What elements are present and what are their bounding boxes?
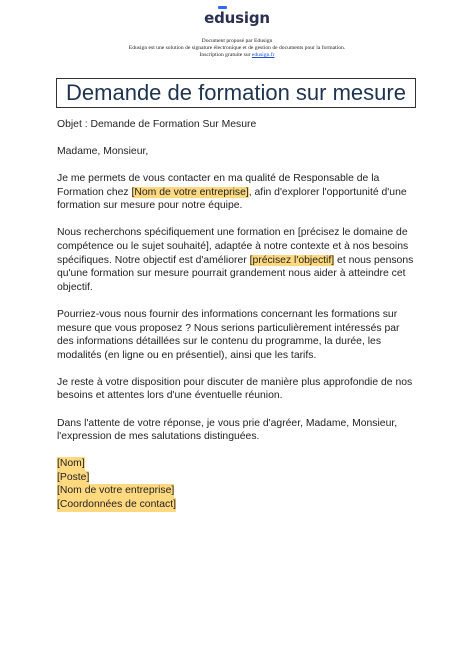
edusign-logo <box>0 9 474 27</box>
letter-paragraph-5: Dans l'attente de votre réponse, je vous prie d'agréer, Madame, Monsieur, l'expression de mes salutations distinguées. <box>57 417 398 443</box>
logo-accent-mark <box>218 6 227 9</box>
notice-line-2: Edusign est une solution de signature électronique et de gestion de documents pour la formation. <box>128 45 346 51</box>
logo-text: edusign <box>204 9 270 27</box>
placeholder-contact: [Coordonnées de contact] <box>57 498 176 510</box>
letter-greeting: Madame, Monsieur, <box>57 146 149 158</box>
edusign-link[interactable]: edusign.fr <box>251 52 275 58</box>
letter-paragraph-4: Je reste à votre disposition pour discuter de manière plus approfondie de nos besoins et attentes lors d'une éventuelle réunion. <box>57 376 413 402</box>
letter-paragraph-1 <box>57 172 417 213</box>
placeholder-name: [Nom] <box>57 458 85 470</box>
letter-paragraph-3: Pourriez-vous nous fournir des informations concernant les formations sur mesure que vous proposez ? Nous serions particulièrement intéressés par des informations détaillées sur le contenu du programme, la durée, les modalités (en ligne ou en présentiel), ainsi que les tarifs. <box>57 308 400 361</box>
notice-prefix: Inscription gratuite sur <box>199 52 252 58</box>
p1-text-a: Je me permets de vous contacter en ma qualité de Responsable de la Formation chez <box>57 173 380 198</box>
placeholder-company: [Nom de votre entreprise] <box>57 485 175 497</box>
sponsor-notice <box>0 38 474 59</box>
signature-block <box>57 457 417 511</box>
notice-line-1: Document proposé par Edusign <box>201 38 273 44</box>
placeholder-company-name: [Nom de votre entreprise] <box>131 186 249 198</box>
letter-paragraph-2 <box>57 226 417 294</box>
letter-subject: Objet : Demande de Formation Sur Mesure <box>57 119 257 130</box>
document-title-text: Demande de formation sur mesure <box>66 80 406 105</box>
letter-body <box>57 118 417 512</box>
p2-text-b: et nous pensons qu'une formation sur mesure pourrait grandement nous aider à atteindre cet objectif. <box>57 254 414 293</box>
p1-text-b: , afin d'explorer l'opportunité d'une formation sur mesure pour notre équipe. <box>57 186 407 212</box>
document-title <box>56 78 416 108</box>
p2-text-a: Nous recherchons spécifiquement une formation en [précisez le domaine de compétence ou le sujet souhaité], adaptée à notre contexte et à nos besoins spécifiques. Notre objectif est d'améliorer <box>57 227 409 266</box>
notice-line-3 <box>0 52 474 59</box>
placeholder-objective: [précisez l'objectif] <box>249 254 335 266</box>
placeholder-position: [Poste] <box>57 471 90 483</box>
